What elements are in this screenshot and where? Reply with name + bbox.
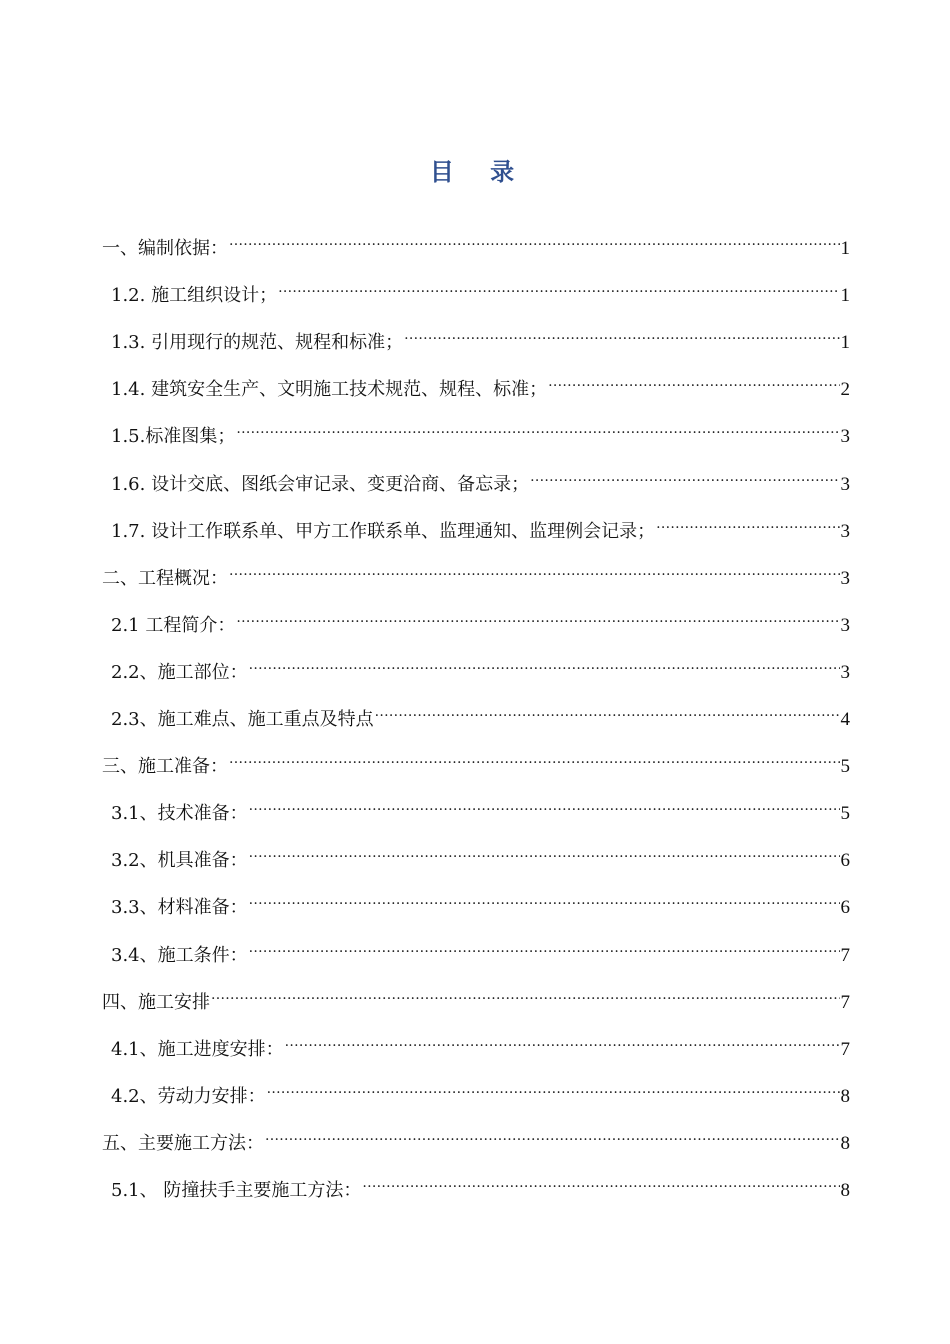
toc-entry-label: 一、编制依据： (102, 238, 228, 259)
toc-dot-leader (229, 224, 840, 254)
toc-entry-page-number: 7 (840, 944, 850, 966)
toc-entry-label: 4.1、施工进度安排： (111, 1038, 284, 1060)
toc-dot-leader (236, 412, 839, 442)
toc-entry[interactable] (111, 507, 850, 542)
toc-dot-leader (249, 883, 840, 913)
toc-dot-leader (656, 507, 839, 537)
toc-entry-label: 2.2、施工部位： (111, 661, 248, 683)
toc-entry-label: 1.7. 设计工作联系单、甲方工作联系单、监理通知、监理例会记录； (111, 520, 656, 542)
toc-dot-leader (375, 695, 840, 725)
toc-entry-page-number: 7 (840, 1038, 850, 1060)
toc-dot-leader (265, 1119, 840, 1149)
toc-entry-label: 四、施工安排 (102, 991, 210, 1013)
toc-entry[interactable] (102, 742, 850, 778)
toc-entry-page-number: 3 (840, 567, 850, 589)
toc-entry-page-number: 4 (840, 709, 850, 730)
toc-entry[interactable] (111, 1166, 850, 1201)
toc-dot-leader (267, 1072, 840, 1102)
toc-entry-label: 1.5.标准图集； (111, 426, 236, 448)
toc-entry-page-number: 1 (840, 238, 850, 259)
toc-dot-leader (362, 1166, 839, 1196)
toc-title: 目 录 (429, 157, 529, 186)
toc-dot-leader (229, 742, 840, 772)
toc-entry[interactable] (111, 365, 850, 401)
toc-entry-label: 1.6. 设计交底、图纸会审记录、变更洽商、备忘录； (111, 473, 530, 495)
toc-entry-label: 3.2、机具准备： (111, 850, 248, 872)
toc-entry[interactable] (111, 601, 850, 636)
toc-entry-page-number: 7 (840, 991, 850, 1013)
toc-entry-label: 2.1 工程简介： (111, 614, 236, 636)
toc-dot-leader (530, 460, 839, 490)
toc-dot-leader (211, 978, 840, 1008)
toc-entry[interactable] (102, 224, 850, 259)
toc-entry-page-number: 8 (840, 1180, 850, 1201)
toc-entry-label: 2.3、施工难点、施工重点及特点 (111, 709, 374, 730)
toc-entry-page-number: 8 (840, 1085, 850, 1107)
toc-entry-page-number: 6 (840, 850, 850, 872)
toc-entry-label: 3.1、技术准备： (111, 803, 248, 825)
toc-entry-page-number: 5 (840, 803, 850, 825)
toc-dot-leader (249, 789, 840, 819)
toc-entry-label: 5.1、 防撞扶手主要施工方法： (111, 1180, 362, 1201)
toc-entry[interactable] (111, 648, 850, 683)
toc-entry-page-number: 2 (840, 379, 850, 401)
toc-entry-page-number: 3 (840, 614, 850, 636)
toc-dot-leader (229, 554, 840, 584)
toc-entry[interactable] (111, 271, 850, 307)
toc-entry-label: 1.3. 引用现行的规范、规程和标准； (111, 332, 404, 354)
toc-entry[interactable] (111, 931, 850, 966)
toc-entry[interactable] (111, 1072, 850, 1107)
toc-entry[interactable] (111, 412, 850, 448)
toc-entry-label: 1.4. 建筑安全生产、文明施工技术规范、规程、标准； (111, 379, 548, 401)
toc-dot-leader (249, 648, 840, 678)
toc-entry-label: 4.2、劳动力安排： (111, 1085, 266, 1107)
toc-entry-label: 二、工程概况： (102, 567, 228, 589)
toc-entry-page-number: 1 (840, 332, 850, 354)
toc-entry[interactable] (111, 789, 850, 825)
toc-dot-leader (249, 836, 840, 866)
toc-dot-leader (236, 601, 839, 631)
toc-entry-page-number: 6 (840, 897, 850, 919)
toc-entry-label: 3.3、材料准备： (111, 897, 248, 919)
toc-entry[interactable] (102, 1119, 850, 1154)
toc-entry-page-number: 8 (840, 1132, 850, 1154)
toc-entry[interactable] (102, 978, 850, 1013)
toc-dot-leader (548, 365, 839, 395)
toc-dot-leader (285, 1025, 840, 1055)
toc-entry-label: 五、主要施工方法： (102, 1132, 264, 1154)
toc-entry[interactable] (111, 1025, 850, 1060)
toc-dot-leader (249, 931, 840, 961)
toc-entry-page-number: 3 (840, 426, 850, 448)
toc-dot-leader (278, 271, 839, 301)
toc-entry[interactable] (111, 883, 850, 919)
toc-entry-label: 三、施工准备： (102, 756, 228, 778)
toc-entry-page-number: 3 (840, 520, 850, 542)
toc-entry[interactable] (111, 836, 850, 872)
toc-dot-leader (404, 318, 839, 348)
toc-entry[interactable] (111, 695, 850, 730)
toc-entry-label: 3.4、施工条件： (111, 944, 248, 966)
toc-entry[interactable] (111, 460, 850, 495)
toc-entry-page-number: 1 (840, 285, 850, 307)
toc-entry-page-number: 3 (840, 473, 850, 495)
toc-entry-page-number: 5 (840, 756, 850, 778)
toc-entry[interactable] (102, 554, 850, 589)
toc-entry-page-number: 3 (840, 661, 850, 683)
toc-entry[interactable] (111, 318, 850, 354)
toc-entry-label: 1.2. 施工组织设计； (111, 285, 278, 307)
